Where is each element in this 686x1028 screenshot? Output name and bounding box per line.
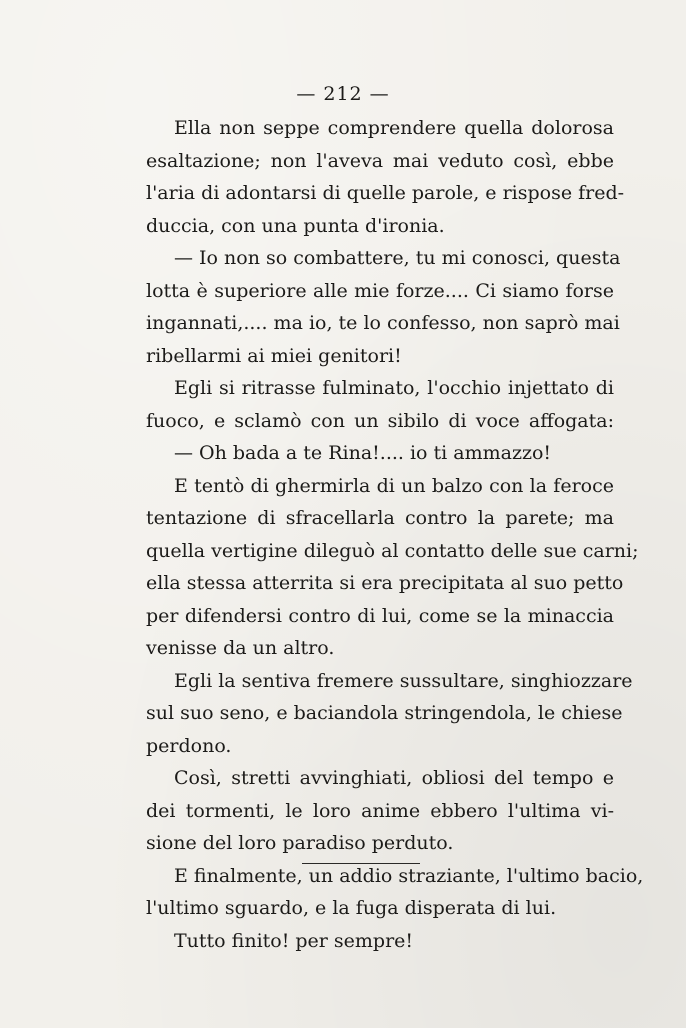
text-line: E finalmente, un addio straziante, l'ultimo bacio, [174,864,644,887]
text-line: Egli la sentiva fremere sussultare, singhiozzare [174,669,633,692]
text-line: Egli si ritrasse fulminato, l'occhio injettato di [174,377,614,399]
text-line: perdono. [146,734,232,757]
text-line: E tentò di ghermirla di un balzo con la feroce [174,474,614,497]
text-line: duccia, con una punta d'ironia. [146,214,445,237]
page-number: — 212 — [296,83,390,105]
text-line: sione del loro paradiso perduto. [146,832,454,854]
text-line: ribellarmi ai miei genitori! [146,344,402,367]
text-line: ingannati,.... ma io, te lo confesso, non saprò mai [146,312,620,334]
text-line: quella vertigine dileguò al contatto delle sue carni; [146,539,639,562]
text-line: lotta è superiore alle mie forze.... Ci siamo forse [146,279,614,302]
text-line: l'aria di adontarsi di quelle parole, e rispose fred- [146,182,625,204]
text-line: — Oh bada a te Rina!.... io ti ammazzo! [174,442,552,464]
text-line: esaltazione; non l'aveva mai veduto così, ebbe [146,149,614,172]
text-line: per difendersi contro di lui, come se la minaccia [146,604,614,627]
end-rule [302,863,420,864]
body-text [146,112,644,957]
text-line: l'ultimo sguardo, e la fuga disperata di lui. [146,897,557,919]
text-line: Così, stretti avvinghiati, obliosi del tempo e [174,767,614,789]
text-line: fuoco, e sclamò con un sibilo di voce affogata: [146,409,614,432]
text-line: tentazione di sfracellarla contro la parete; ma [146,507,614,529]
text-line: ella stessa atterrita si era precipitata al suo petto [146,572,624,594]
text-line: Tutto finito! per sempre! [174,929,414,952]
text-line: sul suo seno, e baciandola stringendola, le chiese [146,702,623,724]
text-line: dei tormenti, le loro anime ebbero l'ultima vi- [146,799,614,822]
text-line: venisse da un altro. [146,637,335,659]
text-line: Ella non seppe comprendere quella dolorosa [174,117,614,139]
text-line: — Io non so combattere, tu mi conosci, questa [174,247,621,269]
